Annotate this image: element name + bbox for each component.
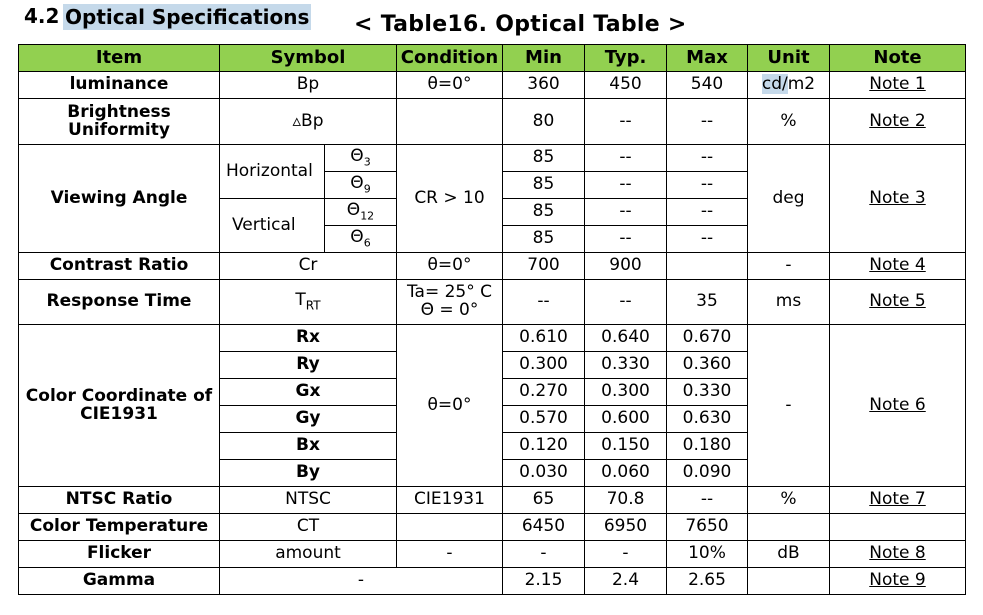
max-cell: 0.330	[667, 379, 748, 406]
item-color-coordinate: Color Coordinate of CIE1931	[19, 325, 220, 487]
typ-cell: 0.600	[585, 406, 667, 433]
symbol-cell: Cr	[220, 253, 397, 280]
symbol-cell: Bp	[220, 72, 397, 99]
item-flicker: Flicker	[19, 541, 220, 568]
symbol-cell: Rx	[220, 325, 397, 352]
min-cell: 0.270	[503, 379, 585, 406]
max-cell: --	[667, 487, 748, 514]
note-link[interactable]: Note 9	[830, 568, 966, 595]
min-cell: 0.570	[503, 406, 585, 433]
theta-symbol: $\Theta_9$	[325, 172, 397, 199]
max-cell: --	[667, 199, 748, 226]
unit-cell: %	[748, 487, 830, 514]
viewing-horizontal-label: Horizontal	[220, 145, 325, 199]
min-cell: 0.120	[503, 433, 585, 460]
symbol-cell: NTSC	[220, 487, 397, 514]
condition-cell: θ=0°	[397, 253, 503, 280]
min-cell: 6450	[503, 514, 585, 541]
item-color-temperature: Color Temperature	[19, 514, 220, 541]
item-luminance: luminance	[19, 72, 220, 99]
max-cell: 2.65	[667, 568, 748, 595]
table-row	[19, 72, 966, 99]
col-header-item: Item	[19, 45, 220, 72]
condition-cell: Ta= 25° C Θ = 0°	[397, 280, 503, 325]
typ-cell: --	[585, 226, 667, 253]
typ-cell: 0.150	[585, 433, 667, 460]
typ-cell: --	[585, 172, 667, 199]
unit-rest: m2	[787, 74, 816, 95]
table-row	[19, 280, 966, 325]
max-cell: 35	[667, 280, 748, 325]
max-cell: 7650	[667, 514, 748, 541]
min-cell: 0.300	[503, 352, 585, 379]
unit-cell	[748, 568, 830, 595]
table-row	[19, 541, 966, 568]
min-cell: 85	[503, 172, 585, 199]
typ-cell: 0.330	[585, 352, 667, 379]
col-header-min: Min	[503, 45, 585, 72]
table-row	[19, 514, 966, 541]
min-cell: 700	[503, 253, 585, 280]
typ-cell: --	[585, 280, 667, 325]
symbol-cell: Ry	[220, 352, 397, 379]
min-cell: 85	[503, 226, 585, 253]
item-viewing-angle: Viewing Angle	[19, 145, 220, 253]
condition-cell: θ=0°	[397, 325, 503, 487]
table-row	[19, 487, 966, 514]
note-link[interactable]: Note 3	[830, 145, 966, 253]
max-cell: 0.180	[667, 433, 748, 460]
max-cell: 10%	[667, 541, 748, 568]
typ-cell: 0.060	[585, 460, 667, 487]
min-cell: 80	[503, 99, 585, 145]
col-header-typ: Typ.	[585, 45, 667, 72]
unit-cell: -	[748, 325, 830, 487]
col-header-symbol: Symbol	[220, 45, 397, 72]
table-row	[19, 568, 966, 595]
section-number: 4.2	[24, 4, 60, 28]
symbol-cell: Gy	[220, 406, 397, 433]
section-title: Optical Specifications	[65, 5, 310, 29]
unit-cell	[748, 72, 830, 99]
symbol-cell: $T_{RT}$	[220, 280, 397, 325]
min-cell: 2.15	[503, 568, 585, 595]
min-cell: 85	[503, 199, 585, 226]
typ-cell: --	[585, 199, 667, 226]
symbol-cell: -	[220, 568, 503, 595]
note-link[interactable]: Note 6	[830, 325, 966, 487]
item-brightness-uniformity: Brightness Uniformity	[19, 99, 220, 145]
note-cell	[830, 514, 966, 541]
theta-symbol: $\Theta_3$	[325, 145, 397, 172]
max-cell: 0.360	[667, 352, 748, 379]
item-gamma: Gamma	[19, 568, 220, 595]
optical-spec-table	[18, 44, 966, 595]
typ-cell: --	[585, 99, 667, 145]
typ-cell: 0.300	[585, 379, 667, 406]
unit-cell: ms	[748, 280, 830, 325]
symbol-cell: Bx	[220, 433, 397, 460]
min-cell: -	[503, 541, 585, 568]
col-header-max: Max	[667, 45, 748, 72]
condition-cell: CIE1931	[397, 487, 503, 514]
symbol-cell: CT	[220, 514, 397, 541]
max-cell: --	[667, 226, 748, 253]
min-cell: 360	[503, 72, 585, 99]
condition-cell	[397, 99, 503, 145]
theta-symbol: $\Theta_6$	[325, 226, 397, 253]
max-cell: 0.670	[667, 325, 748, 352]
note-link[interactable]: Note 1	[830, 72, 966, 99]
typ-cell: --	[585, 145, 667, 172]
max-cell: --	[667, 172, 748, 199]
unit-cell: deg	[748, 145, 830, 253]
note-link[interactable]: Note 8	[830, 541, 966, 568]
unit-cell	[748, 514, 830, 541]
typ-cell: 0.640	[585, 325, 667, 352]
table-row	[19, 99, 966, 145]
condition-cell: -	[397, 541, 503, 568]
item-ntsc-ratio: NTSC Ratio	[19, 487, 220, 514]
typ-cell: -	[585, 541, 667, 568]
note-link[interactable]: Note 7	[830, 487, 966, 514]
col-header-condition: Condition	[397, 45, 503, 72]
max-cell: 0.090	[667, 460, 748, 487]
condition-cell	[397, 514, 503, 541]
symbol-cell: By	[220, 460, 397, 487]
typ-cell: 450	[585, 72, 667, 99]
min-cell: 0.610	[503, 325, 585, 352]
condition-cell: θ=0°	[397, 72, 503, 99]
item-contrast-ratio: Contrast Ratio	[19, 253, 220, 280]
table-row	[19, 145, 966, 172]
min-cell: 65	[503, 487, 585, 514]
col-header-note: Note	[830, 45, 966, 72]
unit-cell: %	[748, 99, 830, 145]
table-caption: < Table16. Optical Table >	[354, 12, 687, 37]
typ-cell: 6950	[585, 514, 667, 541]
min-cell: 85	[503, 145, 585, 172]
note-link[interactable]: Note 4	[830, 253, 966, 280]
unit-cell: dB	[748, 541, 830, 568]
condition-cell: CR > 10	[397, 145, 503, 253]
unit-highlight: cd/	[761, 74, 788, 95]
col-header-unit: Unit	[748, 45, 830, 72]
unit-cell: -	[748, 253, 830, 280]
typ-cell: 2.4	[585, 568, 667, 595]
theta-symbol: $\Theta_{12}$	[325, 199, 397, 226]
max-cell: 540	[667, 72, 748, 99]
min-cell: 0.030	[503, 460, 585, 487]
symbol-cell: ▵Bp	[220, 99, 397, 145]
table-row	[19, 253, 966, 280]
max-cell: 0.630	[667, 406, 748, 433]
max-cell: --	[667, 99, 748, 145]
max-cell	[667, 253, 748, 280]
max-cell: --	[667, 145, 748, 172]
item-response-time: Response Time	[19, 280, 220, 325]
table-row	[19, 325, 966, 352]
typ-cell: 900	[585, 253, 667, 280]
symbol-cell: Gx	[220, 379, 397, 406]
header-row	[19, 45, 966, 72]
symbol-cell: amount	[220, 541, 397, 568]
note-link[interactable]: Note 5	[830, 280, 966, 325]
viewing-vertical-label: Vertical	[220, 199, 325, 253]
note-link[interactable]: Note 2	[830, 99, 966, 145]
min-cell: --	[503, 280, 585, 325]
typ-cell: 70.8	[585, 487, 667, 514]
